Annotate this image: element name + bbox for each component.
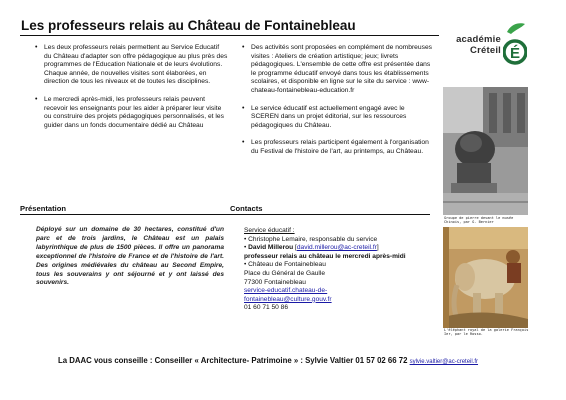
contact-person-2-name: David Millerou <box>248 244 294 252</box>
bottom-photo-caption: L'éléphant royal de la galerie François Ier, par le Rosso. <box>444 328 529 337</box>
right-column-list <box>241 44 434 166</box>
right-item: • Les professeurs relais participent également à l'organisation du Festival de l'histoire de l'art, au printemps, au Château. <box>241 139 434 156</box>
presentation-heading: Présentation <box>20 204 66 213</box>
right-item: • Le service éducatif est actuellement engagé avec le SCEREN dans un projet éditorial, sur les ressources pédagogiques du Château. <box>241 105 434 131</box>
page-title: Les professeurs relais au Château de Fontainebleau <box>21 18 356 33</box>
logo-emblem-icon <box>503 22 527 70</box>
contact-address-1: Place du Général de Gaulle <box>244 269 326 277</box>
logo-line-2: Créteil <box>470 45 501 56</box>
presentation-text: Déployé sur un domaine de 30 hectares, constitué d'un parc et de trois jardins, le Château est un palais labyrinthique de plus de 1500 pièces. Il offre un panorama exceptionnel de l'histoire de France et de l'histoire de l'art. Des origines médiévales du château au Second Empire, tous les souverains y ont séjourné et y ont laissé des souvenirs. <box>36 226 224 287</box>
academie-creteil-logo <box>445 22 523 84</box>
contact-place: • Château de Fontainebleau <box>244 261 440 270</box>
contact-phone: 01 60 71 50 86 <box>244 304 288 312</box>
logo-line-1: académie <box>456 34 501 45</box>
section-divider <box>20 214 430 215</box>
footer-advisor <box>58 356 478 365</box>
left-item: • Les deux professeurs relais permettent au Service Educatif du Château d'adapter son offre pédagogique au plus près des programmes de l'Education Nationale et de leurs évolutions. Chaque année, de nouvelles visites sont élaborées, en direction de tous les niveaux et de toutes les disciplines. <box>34 44 228 87</box>
footer-text: La DAAC vous conseille : Conseiller « Architecture- Patrimoine » : Sylvie Valtier 01 57 02 66 72 <box>58 356 410 365</box>
royal-elephant-fresco-photo <box>443 227 528 328</box>
service-email-link-line-2[interactable]: fontainebleau@culture.gouv.fr <box>244 295 332 303</box>
service-email-link-line-1[interactable]: service-educatif.chateau-de- <box>244 287 328 295</box>
footer-email-link[interactable]: sylvie.valtier@ac-creteil.fr <box>409 359 479 365</box>
contact-person-1: • Christophe Lemaire, responsable du service <box>244 236 440 245</box>
left-column-list <box>34 44 228 139</box>
contacts-block <box>244 227 440 313</box>
contacts-heading: Contacts <box>230 204 263 213</box>
logo-letter: É <box>509 45 521 62</box>
title-divider <box>20 35 439 36</box>
contact-person-2-email-link[interactable]: david.millerou@ac-creteil.fr <box>296 244 377 252</box>
top-photo-caption: Groupe de pierre devant le musée Chinois, par G. Bernier <box>444 216 514 225</box>
contact-person-2-role: professeur relais au château le mercredi après-midi <box>244 252 406 260</box>
logo-wordmark <box>445 34 501 56</box>
contact-address-2: 77300 Fontainebleau <box>244 278 306 286</box>
service-label: Service éducatif : <box>244 227 295 234</box>
right-item: • Des activités sont proposées en complément de nombreuses visites : Ateliers de création artistique; jeux; livrets pédagogiques. L'ensemble de cette offre est présentée dans le programme éducatif envoyé dans tous les établissements scolaires, et disponible en ligne sur le site du service : www-chateau-fontainebleau-education.fr <box>241 44 434 96</box>
contact-person-2: • David Millerou [david.millerou@ac-creteil.fr] <box>244 244 440 253</box>
left-item: • Le mercredi après-midi, les professeurs relais peuvent recevoir les enseignants pour les aider à préparer leur visite ou construire des projets pédagogiques personnalisés, et les guider dans un fonds documentaire dédié au Château <box>34 96 228 130</box>
chinese-museum-sculpture-photo <box>443 87 528 215</box>
